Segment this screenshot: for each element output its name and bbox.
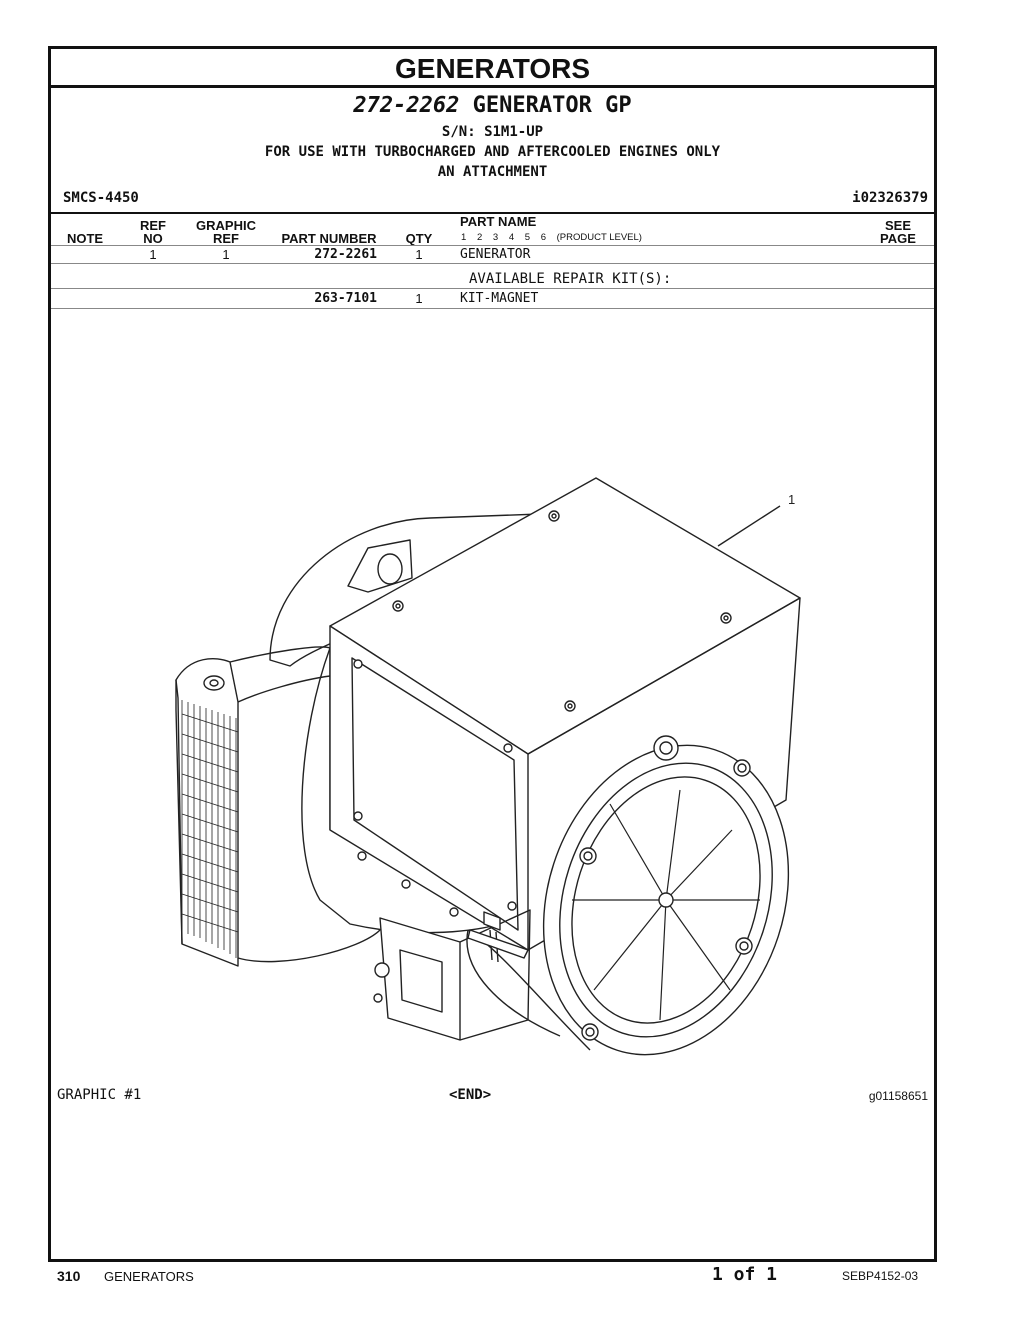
header-graphic-ref-line1: GRAPHIC <box>196 218 256 233</box>
kits-rule <box>51 288 934 289</box>
group-name: GENERATOR GP <box>472 93 632 118</box>
header-rule <box>51 245 934 246</box>
header-graphic-ref-line2: REF <box>213 231 239 246</box>
section-title: GENERATORS <box>51 49 934 88</box>
repair-kits-label: AVAILABLE REPAIR KIT(S): <box>469 271 672 287</box>
kit-part-name: KIT-MAGNET <box>460 291 539 306</box>
row-part-number[interactable]: 272-2261 <box>314 247 377 262</box>
group-title <box>51 93 934 118</box>
end-marker: <END> <box>449 1087 492 1103</box>
kit-qty: 1 <box>415 291 423 306</box>
attachment-note: AN ATTACHMENT <box>437 164 548 180</box>
product-levels <box>461 232 650 243</box>
kit-part-number[interactable]: 263-7101 <box>314 291 377 306</box>
footer-page-number: 310 <box>57 1268 81 1284</box>
product-level-label: (PRODUCT LEVEL) <box>556 232 642 243</box>
serial-number: S/N: S1M1-UP <box>441 124 544 140</box>
footer-page-count: 1 of 1 <box>712 1264 778 1285</box>
header-part-number: PART NUMBER <box>281 231 377 246</box>
row-part-name: GENERATOR <box>460 247 531 262</box>
row-rule <box>51 263 934 264</box>
header-part-name: PART NAME <box>460 214 537 229</box>
header-ref-no-line1: REF <box>140 218 166 233</box>
row-qty: 1 <box>415 247 423 262</box>
callout-number: 1 <box>788 492 796 507</box>
graphic-label: GRAPHIC #1 <box>57 1087 142 1103</box>
usage-note: FOR USE WITH TURBOCHARGED AND AFTERCOOLED ENGINES ONLY <box>264 144 721 160</box>
footer-section-name: GENERATORS <box>104 1269 194 1284</box>
row-graphic-ref: 1 <box>222 247 230 262</box>
header-ref-no-line2: NO <box>143 231 163 246</box>
illustration-id: i02326379 <box>852 190 928 206</box>
row-ref-no: 1 <box>149 247 157 262</box>
header-see-page-line1: SEE <box>884 218 911 233</box>
generator-illustration <box>120 430 820 1070</box>
graphic-id: g01158651 <box>868 1089 928 1103</box>
product-level: 4 <box>508 232 515 243</box>
header-see-page-line2: PAGE <box>880 231 916 246</box>
product-level: 6 <box>540 232 546 243</box>
product-level: 3 <box>492 232 499 243</box>
group-number: 272-2262 <box>353 93 460 118</box>
product-level: 2 <box>476 232 483 243</box>
header-qty: QTY <box>405 231 433 246</box>
table-bottom-rule <box>51 308 934 309</box>
footer-document-id: SEBP4152-03 <box>842 1269 919 1283</box>
header-note: NOTE <box>66 231 104 246</box>
callout-leader-line <box>718 506 780 546</box>
smcs-code: SMCS-4450 <box>63 190 139 206</box>
product-level: 5 <box>524 232 531 243</box>
product-level: 1 <box>461 232 467 243</box>
